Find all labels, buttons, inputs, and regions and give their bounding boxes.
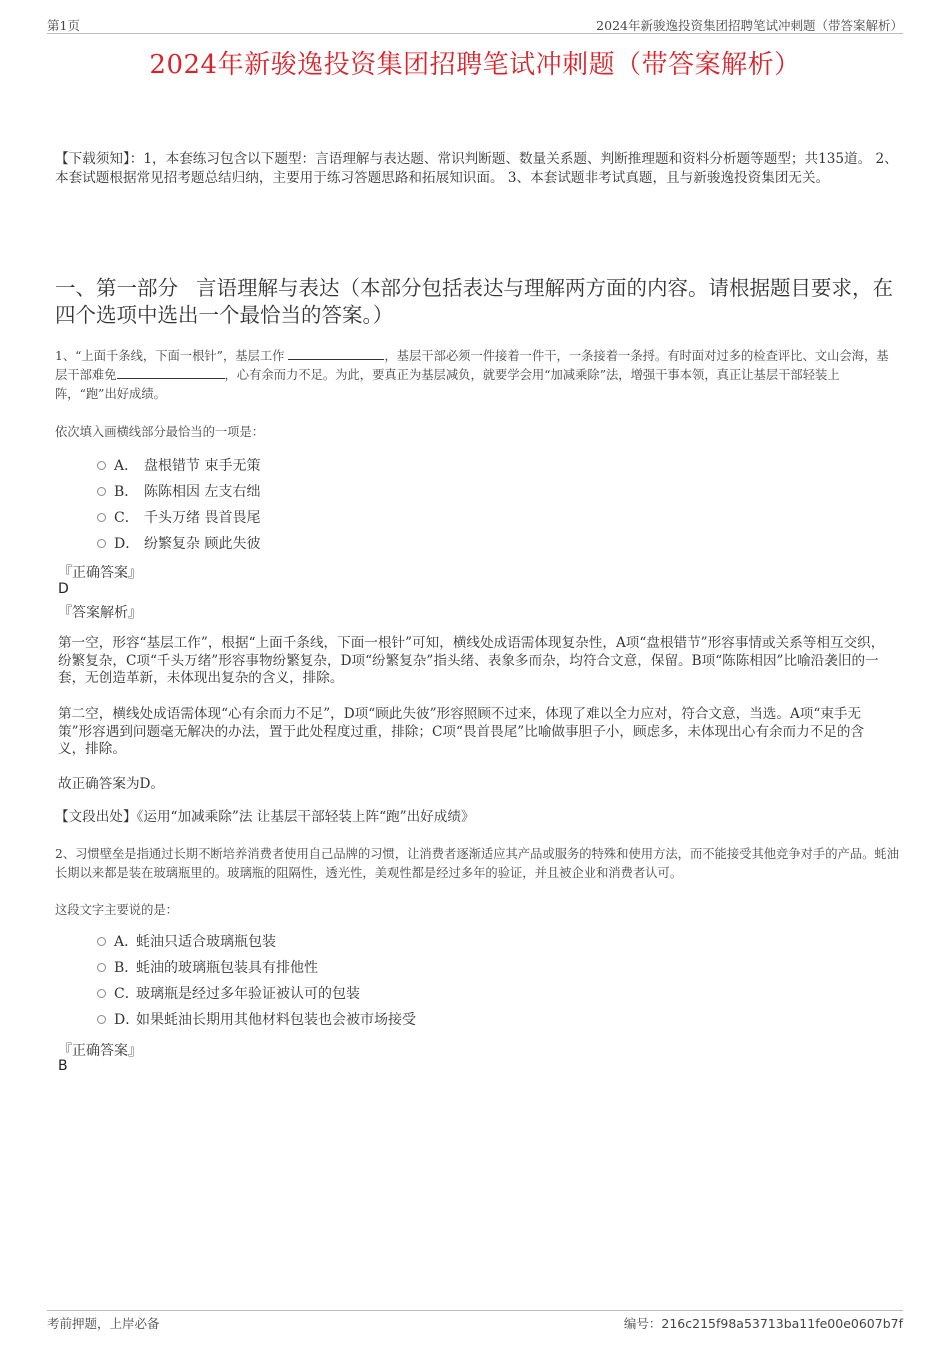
question-1-text [55, 347, 900, 404]
fill-blank-2 [117, 367, 225, 379]
q1-text-part3: ，心有余而力不足。为此，要真正为基层减负，就要学会用“加减乘除”法，增强干事本领，真正让基层干部轻装上阵，“跑”出好成绩。 [55, 368, 840, 401]
radio-icon[interactable] [97, 989, 106, 998]
code-label: 编号： [623, 1316, 662, 1331]
option-d[interactable]: D． 纷繁复杂 顾此失彼 [97, 531, 260, 557]
q1-answer: D [58, 581, 69, 597]
footer-slogan: 考前押题，上岸必备 [47, 1316, 160, 1331]
section-number: 一、第一部分 [55, 276, 178, 300]
question-1-options [97, 453, 260, 557]
analysis-paragraph-1: 第一空，形容“基层工作”，根据“上面千条线，下面一根针”可知，横线处成语需体现复杂性，A项“盘根错节”形容事情或关系等相互交织，纷繁复杂，C项“千头万绪”形容事物纷繁复杂，D项“纷繁复杂”指头绪、表象多而杂，均符合文意，保留。B项“陈陈相因”比喻沿袭旧的一套，无创造革新，未体现出复杂的含义，排除。 [58, 635, 885, 686]
q2-answer-label: 『正确答案』 [58, 1043, 142, 1059]
radio-icon[interactable] [97, 539, 106, 548]
question-2-ask: 这段文字主要说的是： [55, 903, 178, 917]
q1-analysis-label: 『答案解析』 [58, 605, 142, 621]
q1-text-part2: ，基层干部必须一件接着一件干，一条接着一条捋。有时面对过多的检查评比、文山会海，基层干部难免 [55, 349, 889, 382]
download-notice: 【下载须知】：1，本套练习包含以下题型：言语理解与表达题、常识判断题、数量关系题、判断推理题和资料分析题等题型；共135道。 2、本套试题根据常见招考题总结归纳，主要用于练习答题思路和拓展知识面。 3、本套试题非考试真题，且与新骏逸投资集团无关。 [55, 151, 898, 186]
code-value: 216c215f98a53713ba11fe00e0607b7f [661, 1316, 903, 1331]
page-header [47, 14, 903, 34]
option-a[interactable]: A．蚝油只适合玻璃瓶包装 [97, 929, 416, 955]
analysis-paragraph-2: 第二空，横线处成语需体现“心有余而力不足”，D项“顾此失彼”形容照顾不过来，体现了难以全力应对，符合文意，当选。A项“束手无策”形容遇到问题毫无解决的办法，置于此处程度过重，排除；C项“畏首畏尾”比喻做事胆子小，顾虑多，未体现出心有余而力不足的含义，排除。 [58, 706, 865, 757]
radio-icon[interactable] [97, 461, 106, 470]
option-b[interactable]: B． 陈陈相因 左支右绌 [97, 479, 260, 505]
footer-code [624, 1314, 903, 1332]
option-a[interactable]: A． 盘根错节 束手无策 [97, 453, 260, 479]
option-c[interactable]: C． 千头万绪 畏首畏尾 [97, 505, 260, 531]
question-2-text: 2、习惯壁垒是指通过长期不断培养消费者使用自己品牌的习惯，让消费者逐渐适应其产品或服务的特殊和使用方法，而不能接受其他竞争对手的产品。蚝油长期以来都是装在玻璃瓶里的。玻璃瓶的阻隔性，透光性，美观性都是经过多年的验证，并且被企业和消费者认可。 [55, 847, 900, 880]
q1-answer-label: 『正确答案』 [58, 565, 142, 581]
question-2-options [97, 929, 416, 1033]
radio-icon[interactable] [97, 963, 106, 972]
radio-icon[interactable] [97, 937, 106, 946]
option-b[interactable]: B．蚝油的玻璃瓶包装具有排他性 [97, 955, 416, 981]
radio-icon[interactable] [97, 513, 106, 522]
header-doc-title: 2024年新骏逸投资集团招聘笔试冲刺题（带答案解析） [596, 18, 903, 33]
document-title: 2024年新骏逸投资集团招聘笔试冲刺题（带答案解析） [149, 50, 801, 80]
passage-source: 【文段出处】《运用“加减乘除”法 让基层干部轻装上阵“跑”出好成绩》 [55, 809, 475, 825]
section-text: 言语理解与表达（本部分包括表达与理解两方面的内容。请根据题目要求，在四个选项中选出一个最恰当的答案。） [55, 276, 893, 327]
question-1-ask: 依次填入画横线部分最恰当的一项是： [55, 425, 265, 439]
option-c[interactable]: C．玻璃瓶是经过多年验证被认可的包装 [97, 981, 416, 1007]
q2-answer: B [58, 1058, 68, 1074]
option-d[interactable]: D．如果蚝油长期用其他材料包装也会被市场接受 [97, 1007, 416, 1033]
fill-blank-1 [288, 348, 384, 360]
section-heading [55, 275, 900, 329]
page-number: 第1页 [47, 18, 80, 33]
radio-icon[interactable] [97, 487, 106, 496]
radio-icon[interactable] [97, 1015, 106, 1024]
q1-text-part1: 1、“上面千条线，下面一根针”，基层工作 [55, 349, 285, 363]
page-footer [47, 1310, 903, 1331]
analysis-paragraph-3: 故正确答案为D。 [58, 776, 165, 792]
